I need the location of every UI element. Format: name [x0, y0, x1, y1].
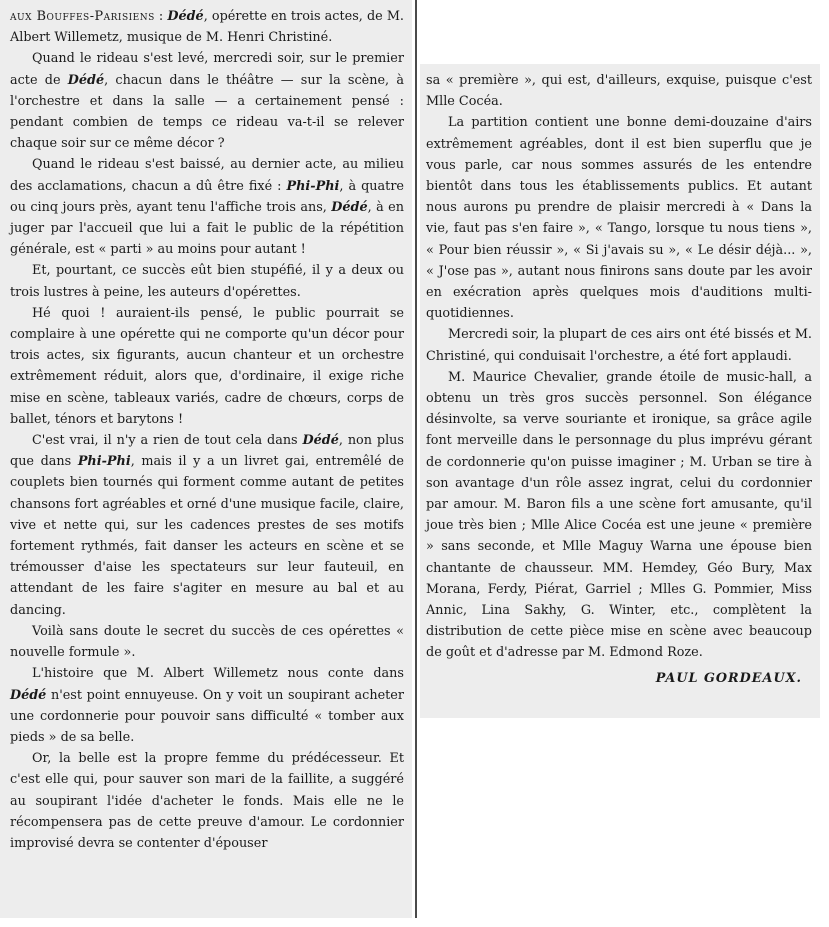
paragraph: Mercredi soir, la plupart de ces airs ont été bissés et M. Christiné, qui conduisait l'orchestre, a été fort applaudi.	[426, 327, 812, 364]
column-left	[0, 0, 412, 918]
paragraph: M. Maurice Chevalier, grande étoile de music-hall, a obtenu un très gros succès personnel. Son élégance désinvolte, sa verve souriante et ironique, sa grâce agile font merveille dans le personnage du plus imprévu gérant de cordonnerie qu'on puisse imaginer ; M. Urban se tire à son avantage d'un rôle assez ingrat, celui du cordonnier par amour. M. Baron fils a une scène fort amusante, qu'il joue très bien ; Mlle Alice Cocéa est une jeune « première » sans seconde, et Mlle Maguy Warna une épouse bien chantante de chausseur. MM. Hemdey, Géo Bury, Max Morana, Ferdy, Piérat, Garriel ; Mlles G. Pommier, Miss Annic, Lina Sakhy, G. Winter, etc., complètent la distribution de cette pièce mise en scène avec beaucoup de goût et d'adresse par M. Edmond Roze.	[426, 369, 812, 661]
header-credits: , opérette en trois actes, de M. Albert Willemetz, musique de M. Henri Christiné.	[10, 9, 404, 46]
paragraph: Quand le rideau s'est baissé, au dernier acte, au milieu des acclamations, chacun a dû être fixé : Phi-Phi, à quatre ou cinq jours près, ayant tenu l'affiche trois ans, Dédé, à en juger par l'accueil que lui a fait le public de la répétition générale, est « parti » au moins pour autant !	[10, 157, 405, 258]
paragraph: La partition contient une bonne demi-douzaine d'airs extrêmement agréables, dont il est bien superflu que je vous parle, car nous sommes assurés de les entendre bientôt dans tous les établissements publics. Et autant nous aurons pu prendre de plaisir mercredi à « Dans la vie, faut pas s'en faire », « Tango, lorsque tu nous tiens », « Pour bien réussir », « Si j'avais su », « Le désir déjà... », « J'ose pas », autant nous finirons sans doute par les avoir en exécration après quelques mois d'auditions multi-quotidiennes.	[426, 115, 812, 322]
theatre-name: aux Bouffes-Parisiens	[10, 9, 155, 24]
play-title: Dédé	[167, 9, 204, 24]
paragraph: Hé quoi ! auraient-ils pensé, le public pourrait se complaire à une opérette qui ne comporte qu'un décor pour trois actes, six figurants, aucun chanteur et un orchestre extrêmement réduit, alors que, d'ordinaire, il exige riche mise en scène, tableaux variés, cadre de chœurs, corps de ballet, ténors et barytons !	[10, 305, 404, 427]
paragraph: Voilà sans doute le secret du succès de ces opérettes « nouvelle formule ».	[10, 623, 404, 661]
author-signature: PAUL GORDEAUX.	[655, 670, 802, 686]
paragraph: Or, la belle est la propre femme du prédécesseur. Et c'est elle qui, pour sauver son mari de la faillite, a suggéré au soupirant l'idée d'acheter le fonds. Mais elle ne le récompensera pas de cette preuve d'amour. Le cordonnier improvisé devra se contenter d'épouser	[10, 751, 404, 851]
paragraph: L'histoire que M. Albert Willemetz nous conte dans Dédé n'est point ennuyeuse. On y voit un soupirant acheter une cordonnerie pour pouvoir sans difficulté « tomber aux pieds » de sa belle.	[10, 666, 404, 745]
column-rule	[415, 0, 417, 918]
paragraph: Quand le rideau s'est levé, mercredi soir, sur le premier acte de Dédé, chacun dans le théâtre — sur la scène, à l'orchestre et dans la salle — a certainement pensé : pendant combien de temps ce rideau va-t-il se relever chaque soir sur ce même décor ?	[10, 51, 404, 152]
paragraph-continued: sa « première », qui est, d'ailleurs, exquise, puisque c'est Mlle Cocéa.	[426, 73, 812, 110]
paragraph: C'est vrai, il n'y a rien de tout cela dans Dédé, non plus que dans Phi-Phi, mais il y a un livret gai, entremêlé de couplets bien tournés qui forment comme autant de petites chansons fort agréables et orné d'une musique facile, claire, vive et nette qui, sur les cadences prestes de ses motifs fortement rythmés, fait danser les acteurs en scène et se trémousser d'aise les spectateurs sur leur fauteuil, en attendant de les faire s'agiter en mesure au bal et au dancing.	[10, 433, 404, 618]
column-right	[420, 64, 820, 718]
paragraph: Et, pourtant, ce succès eût bien stupéfié, il y a deux ou trois lustres à peine, les auteurs d'opérettes.	[10, 263, 404, 300]
review-header: aux Bouffes-Parisiens : Dédé, opérette en trois actes, de M. Albert Willemetz, musique de M. Henri Christiné.	[10, 9, 404, 46]
